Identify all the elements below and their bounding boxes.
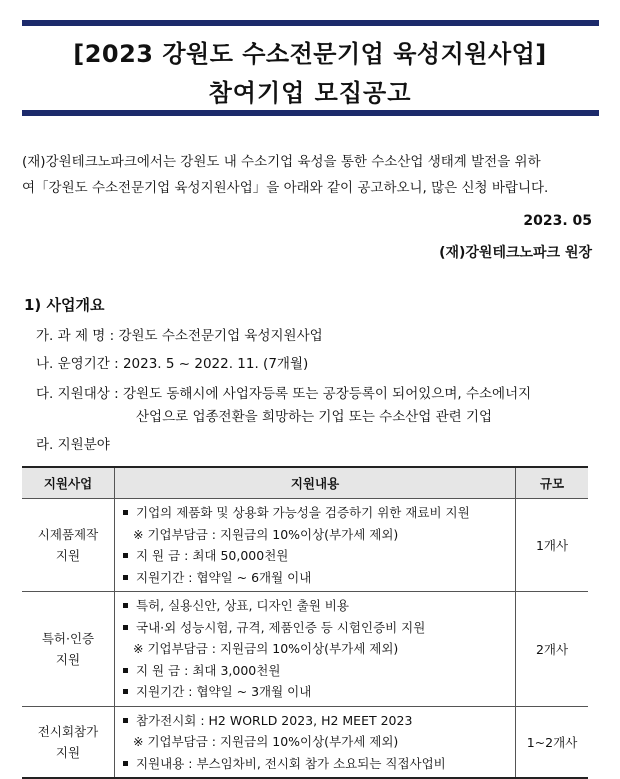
overview-value: 강원도 수소전문기업 육성지원사업 [118, 328, 323, 344]
detail-line [123, 681, 515, 703]
square-bullet-icon [123, 625, 128, 630]
program-name: 지원 [55, 651, 81, 667]
detail-text: 국내·외 성능시험, 규격, 제품인증 등 시험인증비 지원 [136, 619, 426, 635]
program-name: 지원 [55, 548, 81, 563]
overview-label: 가. 과 제 명 : [36, 328, 115, 344]
square-bullet-icon [123, 603, 128, 608]
top-rule [22, 20, 599, 26]
program-scale: 1개사 [516, 499, 589, 592]
overview-label: 다. 지원대상 : [36, 386, 119, 402]
overview-value-continued: 산업으로 업종전환을 희망하는 기업 또는 수소산업 관련 기업 [136, 409, 493, 425]
program-name: 전시회참가 [37, 723, 99, 739]
intro-line: 여「강원도 수소전문기업 육성지원사업」을 아래와 같이 공고하오니, 많은 신청 바랍니다. [22, 180, 549, 196]
intro-line: (재)강원테크노파크에서는 강원도 내 수소기업 육성을 통한 수소산업 생태계 발전을 위하 [22, 154, 541, 170]
detail-line [123, 660, 515, 682]
table-row [22, 592, 588, 707]
column-header: 지원내용 [115, 467, 516, 499]
support-table [22, 466, 588, 779]
program-details-cell [115, 706, 516, 778]
detail-line [123, 502, 515, 524]
overview-item [36, 382, 531, 402]
square-bullet-icon [123, 553, 128, 558]
overview-label: 나. 운영기간 : [36, 356, 119, 372]
program-name: 특허·인증 [41, 630, 95, 646]
detail-line [123, 545, 515, 567]
title-line-2: 참여기업 모집공고 [208, 79, 412, 107]
program-name-cell [22, 706, 115, 778]
detail-text: 지 원 금 : 최대 50,000천원 [136, 548, 289, 563]
detail-line [123, 710, 515, 732]
overview-item [36, 352, 308, 372]
detail-text: 지원내용 : 부스임차비, 전시회 참가 소요되는 직접사업비 [136, 755, 446, 771]
program-name-cell [22, 592, 115, 707]
intro-paragraph [22, 149, 592, 201]
table-header-row [22, 467, 588, 499]
detail-text: 지원기간 : 협약일 ~ 3개월 이내 [136, 684, 312, 699]
square-bullet-icon [123, 510, 128, 515]
program-name: 시제품제작 [37, 527, 99, 542]
program-name-cell [22, 499, 115, 592]
detail-text: 참가전시회 : H2 WORLD 2023, H2 MEET 2023 [136, 712, 413, 728]
issuer-name: (재)강원테크노파크 원장 [439, 245, 592, 261]
section-heading: 1) 사업개요 [24, 296, 105, 314]
program-scale: 2개사 [516, 592, 589, 707]
detail-note: ※ 기업부담금 : 지원금의 10%이상(부가세 제외) [133, 641, 399, 656]
detail-note: ※ 기업부담금 : 지원금의 10%이상(부가세 제외) [133, 526, 399, 542]
title-line-1: [2023 강원도 수소전문기업 육성지원사업] [73, 40, 547, 68]
detail-line [123, 753, 515, 775]
square-bullet-icon [123, 668, 128, 673]
program-scale: 1~2개사 [516, 706, 589, 778]
square-bullet-icon [123, 575, 128, 580]
program-details-cell [115, 499, 516, 592]
program-details-cell [115, 592, 516, 707]
detail-note: ※ 기업부담금 : 지원금의 10%이상(부가세 제외) [133, 734, 399, 749]
overview-label: 라. 지원분야 [36, 437, 110, 453]
detail-line [123, 567, 515, 589]
overview-item [36, 324, 323, 344]
announcement-date: 2023. 05 [523, 213, 592, 229]
table-row [22, 499, 588, 592]
square-bullet-icon [123, 718, 128, 723]
detail-text: 특허, 실용신안, 상표, 디자인 출원 비용 [136, 598, 349, 613]
square-bullet-icon [123, 761, 128, 766]
bottom-rule [22, 110, 599, 116]
detail-text: 지원기간 : 협약일 ~ 6개월 이내 [136, 569, 312, 585]
overview-value: 강원도 동해시에 사업자등록 또는 공장등록이 되어있으며, 수소에너지 [122, 386, 532, 402]
square-bullet-icon [123, 689, 128, 694]
detail-line [123, 595, 515, 617]
program-name: 지원 [55, 744, 81, 760]
detail-line [123, 617, 515, 639]
overview-item [36, 433, 110, 453]
detail-text: 기업의 제품화 및 상용화 가능성을 검증하기 위한 재료비 지원 [136, 505, 470, 520]
column-header: 지원사업 [22, 467, 115, 499]
detail-text: 지 원 금 : 최대 3,000천원 [136, 662, 281, 678]
column-header: 규모 [516, 467, 589, 499]
table-row [22, 706, 588, 778]
overview-value: 2023. 5 ~ 2022. 11. (7개월) [122, 356, 309, 372]
